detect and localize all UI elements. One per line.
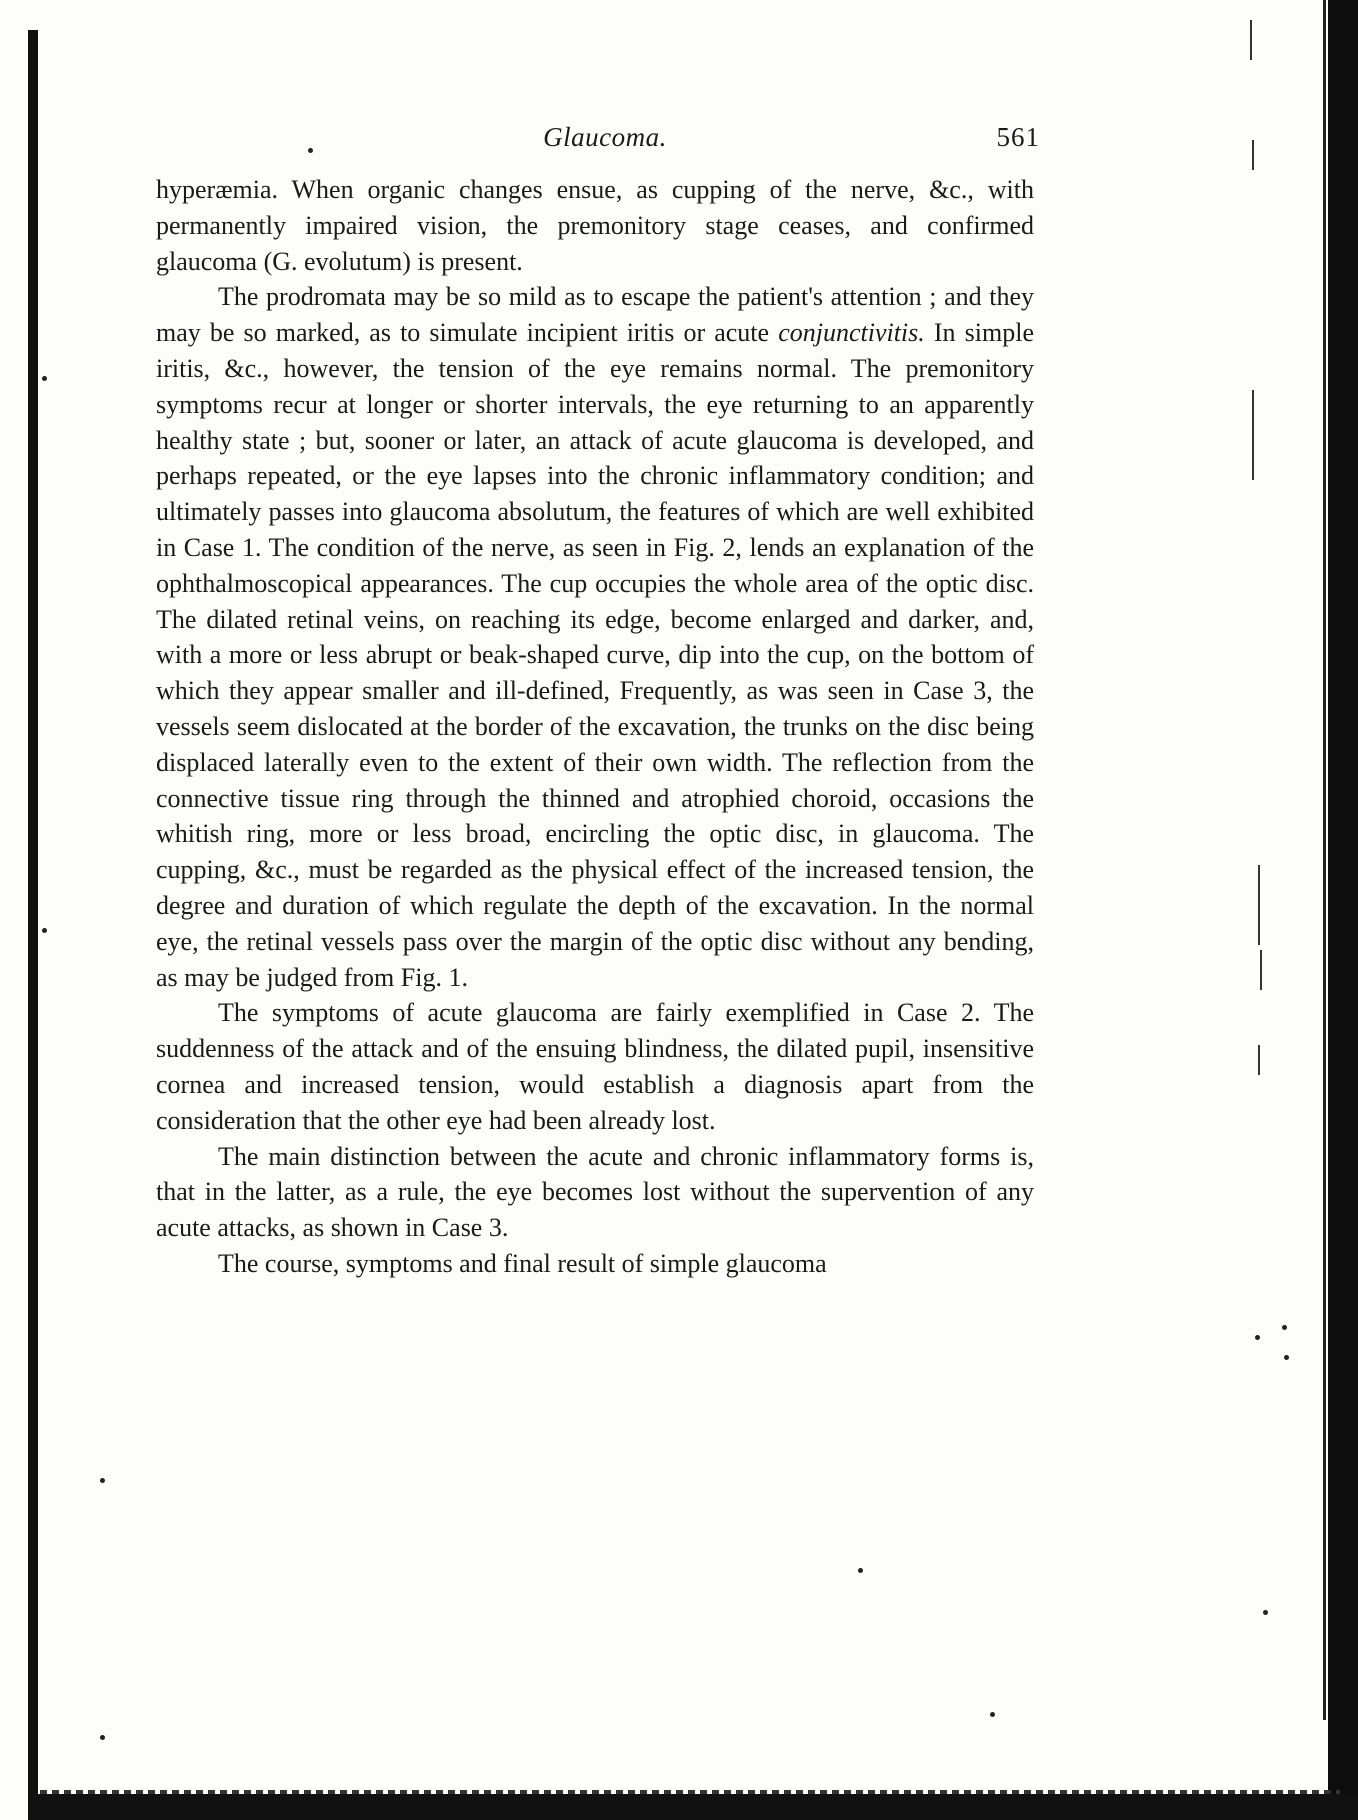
scan-speck <box>858 1568 863 1573</box>
scan-speck <box>100 1478 105 1483</box>
paragraph: The symptoms of acute glaucoma are fairly exemplified in Case 2. The suddenness of the attack and of the ensuing blindness, the dilated pupil, insensitive cornea and increased tension, would establish a diagnosis apart from the consideration that the other eye had been already lost. <box>156 998 1034 1135</box>
gutter-mark <box>1258 1045 1260 1075</box>
scan-speck <box>42 376 47 381</box>
paragraph-text: The prodromata may be so mild as to escape the patient's attention ; and they may be so marked, as to simulate incipient iritis or acute <box>156 282 1034 348</box>
running-title: Glaucoma. <box>543 122 667 152</box>
gutter-mark <box>1252 140 1254 170</box>
paragraph: The course, symptoms and final result of simple glaucoma <box>218 1248 827 1278</box>
right-binding-edge <box>1328 0 1358 1820</box>
paragraph-text: In simple iritis, &c., however, the tension of the eye remains normal. The premonitory symptoms recur at longer or shorter intervals, the eye returning to an apparently healthy state ; but, sooner or later, an attack of acute glaucoma is developed, and perhaps repeated, or the eye lapses into the chronic inflammatory condition; and ultimately passes into glaucoma absolutum, the features of which are well exhibited in Case 1. The condition of the nerve, as seen in Fig. 2, lends an explanation of the ophthalmoscopical appearances. The cup occupies the whole area of the optic disc. The dilated retinal veins, on reaching its edge, become enlarged and darker, and, with a more or less abrupt or beak-shaped curve, dip into the cup, on the bottom of which they appear smaller and ill-defined, Frequently, as was seen in Case 3, the vessels seem dislocated at the border of the excavation, the trunks on the disc being displaced laterally even to the extent of their own width. The reflection from the connective tissue ring through the thinned and atrophied choroid, occasions the whitish ring, more or less broad, encircling the optic disc, in glaucoma. The cupping, &c., must be regarded as the physical effect of the increased tension, the degree and duration of which regulate the depth of the excavation. In the normal eye, the retinal vessels pass over the margin of the optic disc without any bending, as may be judged from Fig. 1. <box>156 318 1034 992</box>
gutter-mark <box>1260 950 1262 990</box>
scan-speck <box>990 1712 995 1717</box>
scan-speck <box>1284 1355 1289 1360</box>
bottom-torn-edge <box>40 1790 1340 1794</box>
right-gutter-line <box>1323 0 1326 1720</box>
paragraph: hyperæmia. When organic changes ensue, as cupping of the nerve, &c., with permanently impaired vision, the premonitory stage ceases, and confirmed glaucoma (G. evolutum) is present. <box>156 175 1034 276</box>
body-text <box>156 172 1034 1282</box>
gutter-mark <box>1258 865 1260 945</box>
bottom-binding-edge <box>28 1794 1358 1820</box>
gutter-mark <box>1250 20 1252 60</box>
scan-speck <box>1282 1325 1287 1330</box>
page-number: 561 <box>996 122 1040 152</box>
gutter-mark <box>1252 390 1254 480</box>
scan-speck <box>1263 1610 1268 1615</box>
scan-speck <box>42 928 47 933</box>
italic-term: conjunctivitis. <box>778 318 925 348</box>
scan-speck <box>100 1735 105 1740</box>
left-binding-edge <box>28 30 38 1820</box>
paragraph: The main distinction between the acute and chronic inflammatory forms is, that in the latter, as a rule, the eye becomes lost without the supervention of any acute attacks, as shown in Case 3. <box>156 1141 1034 1243</box>
paragraph <box>156 279 1034 995</box>
running-head <box>170 118 1040 158</box>
scan-speck <box>1255 1335 1260 1340</box>
